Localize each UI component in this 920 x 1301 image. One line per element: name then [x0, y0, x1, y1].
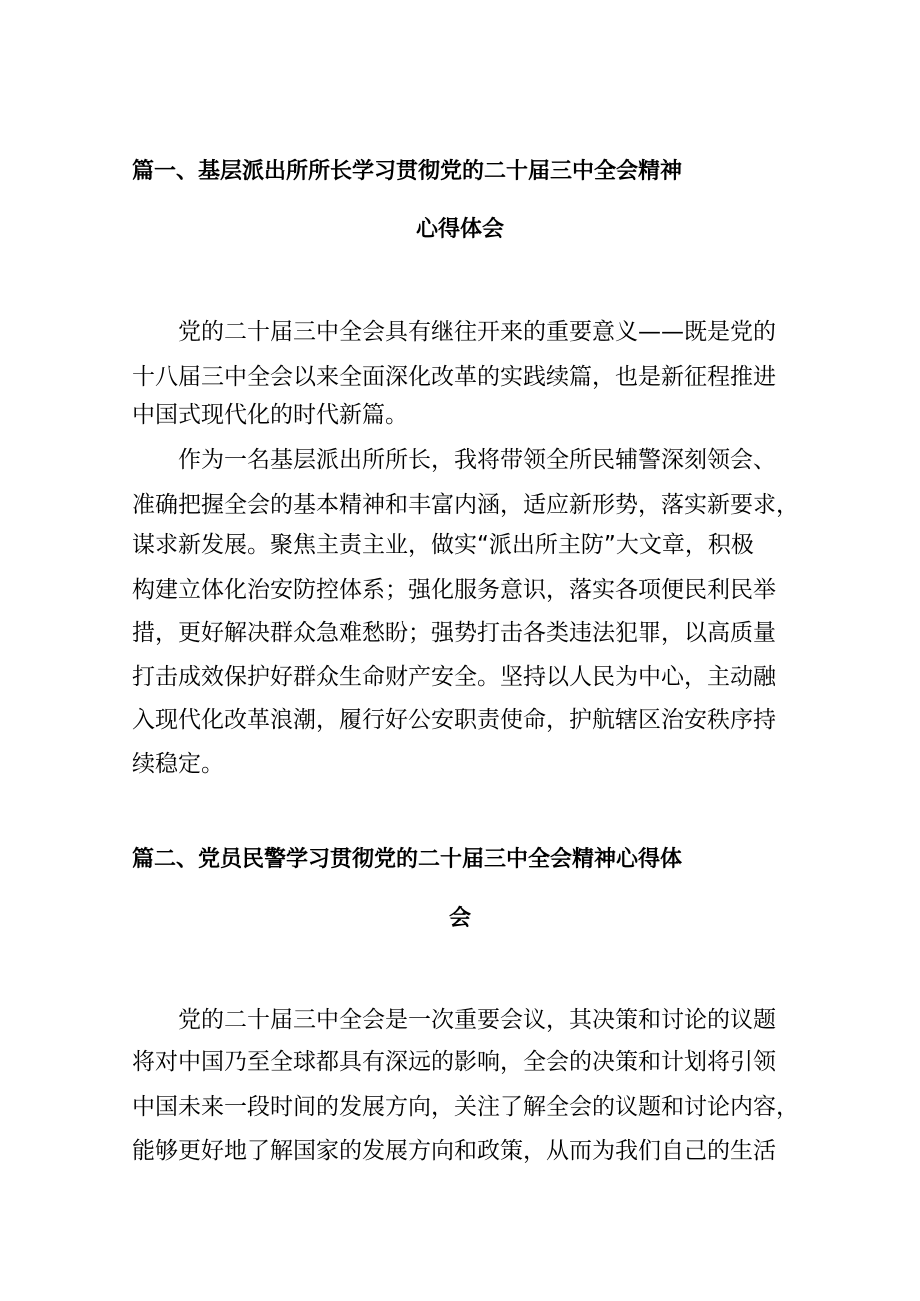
section2-title-line1: 篇二、党员民警学习贯彻党的二十届三中全会精神心得体: [132, 847, 683, 872]
section1-paragraph-line: 措，更好解决群众急难愁盼；强势打击各类违法犯罪，以高质量: [132, 620, 776, 646]
section1-paragraph-line: 作为一名基层派出所所长，我将带领全所民辅警深刻领会、: [132, 447, 776, 473]
section1-paragraph-line: 打击成效保护好群众生命财产安全。坚持以人民为中心，主动融: [132, 664, 776, 690]
section1-paragraph-line: 谋求新发展。聚焦主责主业，做实“派出所主防”大文章，积极: [132, 532, 754, 558]
section1-paragraph-line: 党的二十届三中全会具有继往开来的重要意义——既是党的: [132, 319, 776, 345]
section2-paragraph-line: 能够更好地了解国家的发展方向和政策，从而为我们自己的生活: [132, 1138, 776, 1164]
section2-title-line2: 会: [448, 906, 471, 931]
section2-paragraph-line: 将对中国乃至全球都具有深远的影响，全会的决策和计划将引领: [132, 1049, 776, 1075]
section1-title-line1: 篇一、基层派出所所长学习贯彻党的二十届三中全会精神: [132, 159, 683, 184]
section1-paragraph-line: 中国式现代化的时代新篇。: [132, 402, 408, 428]
section1-paragraph-line: 入现代化改革浪潮，履行好公安职责使命，护航辖区治安秩序持: [132, 707, 776, 733]
section1-title-line2: 心得体会: [415, 217, 504, 242]
section1-paragraph-line: 续稳定。: [132, 751, 224, 777]
section1-paragraph-line: 准确把握全会的基本精神和丰富内涵，适应新形势，落实新要求，: [132, 492, 799, 518]
section1-paragraph-line: 十八届三中全会以来全面深化改革的实践续篇，也是新征程推进: [132, 364, 776, 390]
section2-paragraph-line: 中国未来一段时间的发展方向，关注了解全会的议题和讨论内容，: [132, 1094, 799, 1120]
section2-paragraph-line: 党的二十届三中全会是一次重要会议，其决策和讨论的议题: [132, 1007, 776, 1033]
section1-paragraph-line: 构建立体化治安防控体系；强化服务意识，落实各项便民利民举: [132, 577, 776, 603]
